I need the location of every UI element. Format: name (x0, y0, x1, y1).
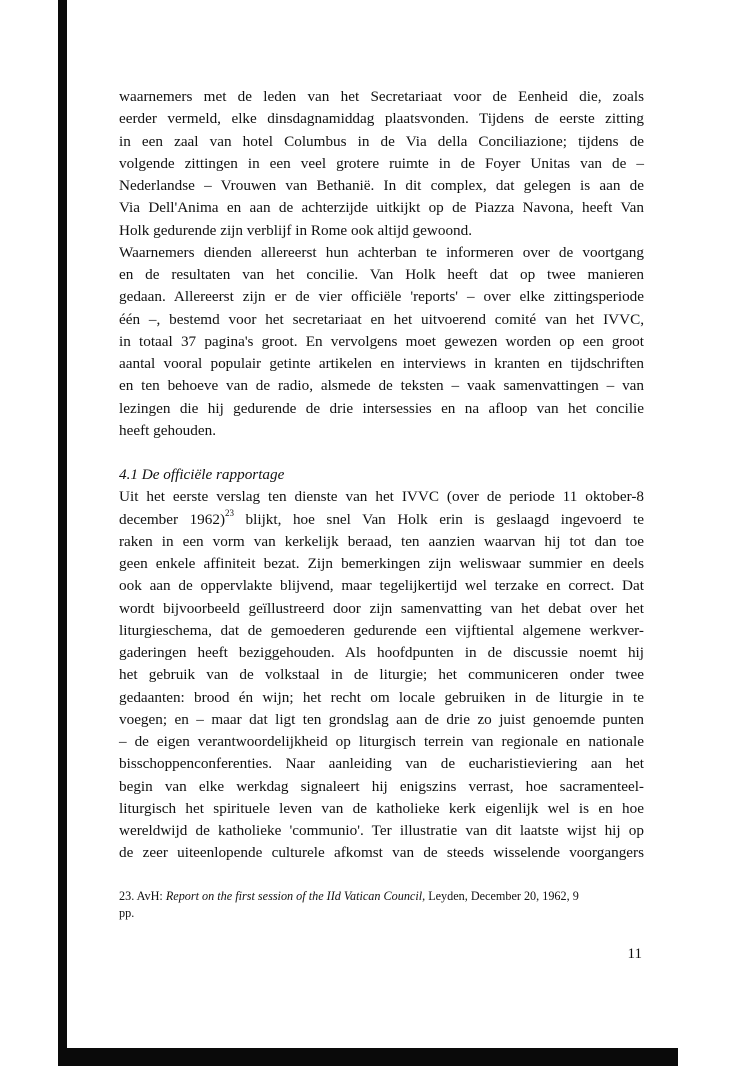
text-line: het gebruik van de volkstaal in de liturgie; het communiceren onder twee (119, 666, 644, 684)
text-line: Uit het eerste verslag ten dienste van het IVVC (over de periode 11 oktober-8 (119, 488, 644, 506)
text-line: de zeer uiteenlopende culturele afkomst van de steeds wisselende voorgangers (119, 844, 644, 862)
text-line: bisschoppenconferenties. Naar aanleiding van de eucharistieviering aan het (119, 755, 644, 773)
footnote-line: pp. (119, 906, 135, 920)
text-line: – de eigen verantwoordelijkheid op liturgisch terrein van regionale en nationale (119, 733, 644, 750)
text-line: raken in een vorm van kerkelijk beraad, ten aanzien waarvan hij tot dan toe (119, 532, 644, 550)
text-line: Nederlandse – Vrouwen van Bethanië. In dit complex, dat gelegen is aan de (119, 177, 644, 194)
footnote-line (119, 888, 644, 905)
scan-border-bottom (58, 1048, 678, 1066)
text-line: gaderingen heeft beziggehouden. Als hoofdpunten in de discussie noemt hij (119, 644, 644, 661)
paragraph-gap (119, 442, 644, 464)
footnote-author: AvH: (136, 889, 166, 903)
text-line: en de resultaten van het concilie. Van Holk heeft dat op twee manieren (119, 266, 644, 283)
text-line: geen enkele affiniteit bezat. Zijn bemerkingen zijn weliswaar summier en deels (119, 555, 644, 572)
text-line: wordt bijvoorbeeld geïllustreerd door zijn samenvatting van het debat over het (119, 599, 644, 617)
footnote (119, 888, 644, 922)
text-line: begin van elke werkdag signaleert hij enigszins verrast, hoe sacramenteel- (119, 777, 644, 795)
footnote-details: Leyden, December 20, 1962, 9 (425, 889, 579, 903)
text-line: in totaal 37 pagina's groot. En vervolgens moet gewezen worden op een groot (119, 332, 644, 350)
text-line: waarnemers met de leden van het Secretariaat voor de Eenheid die, zoals (119, 88, 644, 105)
page-number: 11 (627, 946, 642, 962)
text-line: Holk gedurende zijn verblijf in Rome ook altijd gewoond. (119, 221, 473, 239)
body-text (119, 86, 644, 865)
text-line-with-footnote (119, 509, 644, 531)
text-line: lezingen die hij gedurende de drie intersessies en na afloop van het concilie (119, 399, 644, 417)
text-line: heeft gehouden. (119, 421, 216, 439)
section-heading: 4.1 De officiële rapportage (119, 466, 285, 483)
text-line: volgende zittingen in een veel grotere ruimte in de Foyer Unitas van de – (119, 154, 644, 172)
text-line: in een zaal van hotel Columbus in de Via della Conciliazione; tijdens de (119, 132, 644, 150)
footnote-reference: 23 (225, 508, 234, 519)
scan-border-left (58, 0, 67, 1048)
text-line: ook aan de oppervlakte blijvend, maar tegelijkertijd wel terzake en correct. Dat (119, 577, 644, 595)
text-fragment: december 1962) (119, 510, 225, 528)
text-line: liturgieschema, dat de gemoederen gedurende een vijftiental algemene werkver- (119, 621, 644, 639)
text-line: aantal vooral populair getinte artikelen en interviews in kranten en tijdschriften (119, 355, 644, 372)
text-line: gedaan. Allereerst zijn er de vier officiële 'reports' – over elke zittingsperiode (119, 288, 644, 306)
text-line: voegen; en – maar dat ligt ten grondslag aan de drie zo juist genoemde punten (119, 710, 644, 728)
text-line: één –, bestemd voor het secretariaat en het uitvoerend comité van het IVVC, (119, 310, 644, 328)
text-line: liturgisch het spirituele leven van de katholieke kerk eigenlijk wel is en hoe (119, 799, 644, 817)
text-line: Waarnemers dienden allereerst hun achterban te informeren over de voortgang (119, 243, 644, 261)
text-line: Via Dell'Anima en aan de achterzijde uitkijkt op de Piazza Navona, heeft Van (119, 199, 644, 217)
text-line: wereldwijd de katholieke 'communio'. Ter illustratie van dit laatste wijst hij op (119, 822, 644, 839)
text-fragment: blijkt, hoe snel Van Holk erin is geslaagd ingevoerd te (234, 510, 644, 528)
text-line: eerder vermeld, elke dinsdagnamiddag plaatsvonden. Tijdens de eerste zitting (119, 110, 644, 128)
footnote-title: Report on the first session of the IId Vatican Council, (165, 889, 426, 903)
footnote-number: 23. (119, 889, 135, 903)
text-line: gedaanten: brood én wijn; het recht om locale gebruiken in de liturgie in te (119, 688, 644, 706)
text-line: en ten behoeve van de radio, alsmede de teksten – vaak samenvattingen – van (119, 377, 644, 395)
